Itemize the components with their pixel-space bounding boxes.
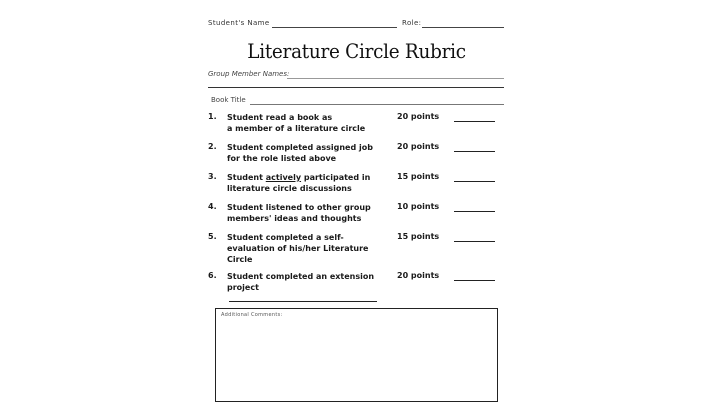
item-number: 2.	[208, 142, 217, 151]
points-value: 15 points	[397, 232, 440, 241]
score-blank	[454, 121, 495, 122]
item-number: 4.	[208, 202, 217, 211]
criterion-line: a member of a literature circle	[227, 124, 366, 133]
comments-box	[215, 308, 498, 402]
criterion-line	[227, 172, 387, 183]
item-number: 1.	[208, 112, 217, 121]
book-title-label: Book Title	[211, 96, 246, 104]
points-value: 20 points	[397, 271, 440, 280]
criterion-text	[227, 271, 402, 305]
comments-label: Additional Comments:	[221, 312, 283, 318]
criterion-text-part: Student	[227, 173, 266, 182]
criterion-line: Circle	[227, 255, 253, 264]
role-label: Role:	[402, 19, 422, 27]
criterion-line: for the role listed above	[227, 154, 337, 163]
criterion-line: Student listened to other group	[227, 203, 371, 212]
book-title-blank	[250, 104, 504, 105]
project-blank	[229, 293, 377, 302]
student-name-blank	[272, 27, 397, 28]
score-blank	[454, 211, 495, 212]
criterion-line: evaluation of his/her Literature	[227, 244, 369, 253]
criterion-line: Student completed an extension	[227, 272, 375, 281]
criterion-line	[227, 282, 402, 305]
item-number: 6.	[208, 271, 217, 280]
criterion-text	[227, 142, 387, 164]
emphasis-word: actively	[265, 173, 302, 182]
score-blank	[454, 241, 495, 242]
criterion-text	[227, 112, 387, 134]
criterion-line: Student read a book as	[227, 113, 333, 122]
points-value: 10 points	[397, 202, 440, 211]
page-title: Literature Circle Rubric	[247, 39, 466, 63]
criterion-text-part: project	[227, 283, 259, 292]
criterion-text-part: participated in	[301, 173, 371, 182]
criterion-text	[227, 232, 387, 265]
criterion-text	[227, 202, 387, 224]
criterion-line: Student completed a self-	[227, 233, 344, 242]
criterion-line: literature circle discussions	[227, 184, 352, 193]
group-members-label: Group Member Names:	[208, 70, 290, 78]
points-value: 15 points	[397, 172, 440, 181]
score-blank	[454, 280, 495, 281]
group-members-blank	[287, 78, 504, 79]
student-name-label: Student's Name	[208, 19, 270, 27]
criterion-text	[227, 172, 387, 194]
score-blank	[454, 181, 495, 182]
role-blank	[422, 27, 504, 28]
criterion-line: Student completed assigned job	[227, 143, 373, 152]
item-number: 3.	[208, 172, 217, 181]
criterion-line: members' ideas and thoughts	[227, 214, 362, 223]
score-blank	[454, 151, 495, 152]
item-number: 5.	[208, 232, 217, 241]
points-value: 20 points	[397, 112, 440, 121]
points-value: 20 points	[397, 142, 440, 151]
group-members-blank-2	[208, 87, 504, 88]
